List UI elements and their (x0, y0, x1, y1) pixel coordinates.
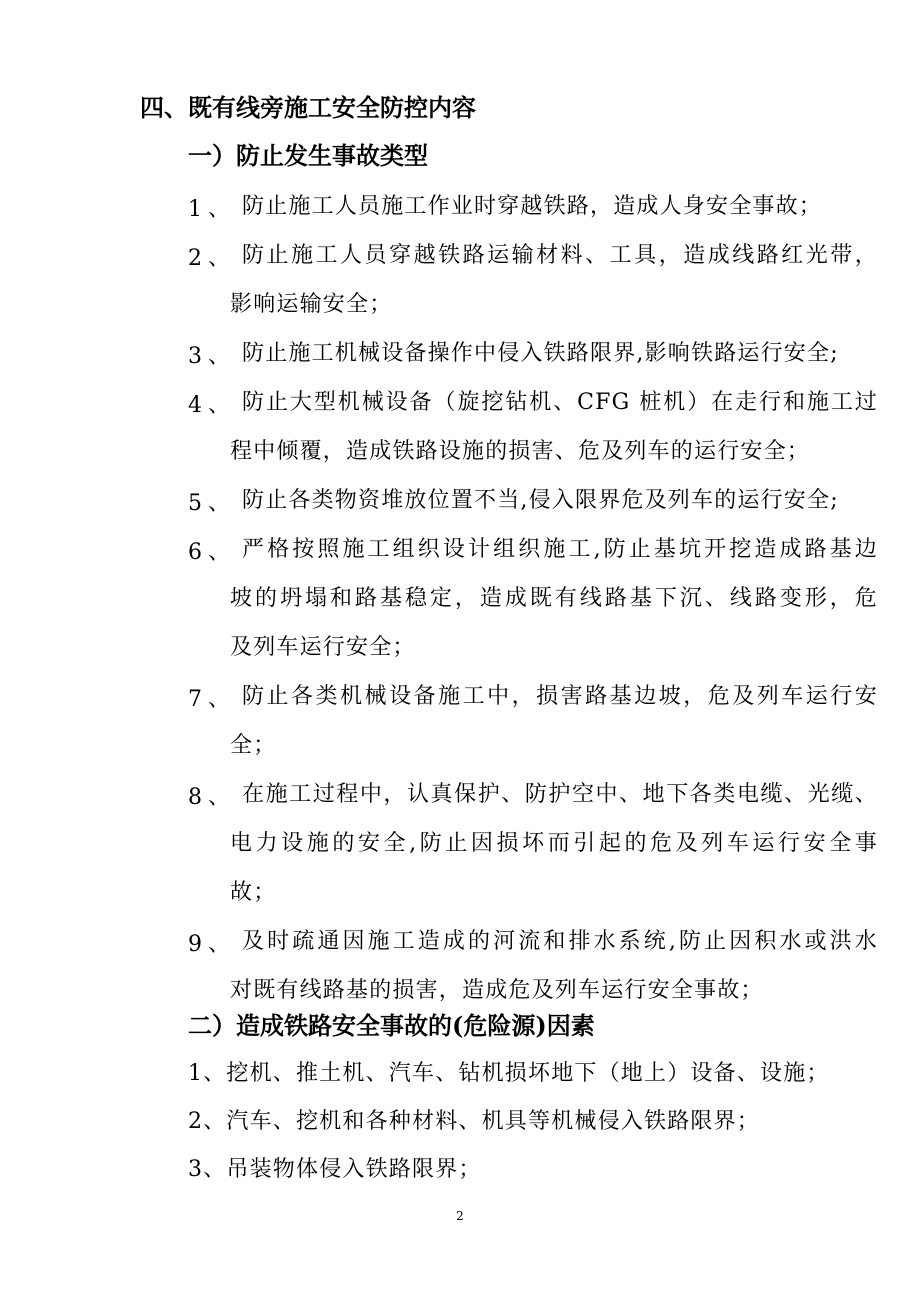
list-item-line: 严格按照施工组织设计组织施工,防止基坑开挖造成路基边 (242, 537, 878, 562)
list-item-text (230, 682, 878, 780)
list-item-number: 1、 (188, 197, 236, 222)
list-item-line: 影响运输安全； (230, 292, 393, 317)
section-heading: 四、既有线旁施工安全防控内容 (140, 93, 476, 122)
page-number: 2 (456, 1209, 464, 1223)
list-item-line: 对既有线路基的损害，造成危及列车运行安全事故； (230, 978, 764, 1003)
subsection-heading-hazard-factors: 二）造成铁路安全事故的(危险源)因素 (188, 1011, 595, 1040)
list-item-line: 坡的坍塌和路基稳定，造成既有线路基下沉、线路变形，危 (230, 586, 878, 611)
list-item-text (230, 241, 878, 339)
list-item-line: 防止施工人员穿越铁路运输材料、工具，造成线路红光带， (242, 243, 878, 268)
list-item-number: 3、 (188, 344, 236, 369)
list-item-line: 防止各类机械设备施工中，损害路基边坡，危及列车运行安 (242, 684, 878, 709)
list-item-line: 及时疏通因施工造成的河流和排水系统,防止因积水或洪水 (242, 929, 878, 954)
list-item-line: 防止施工机械设备操作中侵入铁路限界,影响铁路运行安全; (242, 341, 839, 366)
list-item-line: 防止大型机械设备（旋挖钻机、CFG 桩机）在走行和施工过 (242, 390, 878, 415)
list-item-text (230, 535, 878, 682)
list-item-text (230, 780, 878, 927)
list-item-text (230, 388, 878, 486)
list-item-line: 在施工过程中，认真保护、防护空中、地下各类电缆、光缆、 (242, 782, 878, 807)
list-item-number: 2、 (188, 246, 236, 271)
list-item-text (242, 192, 878, 241)
subsection-heading-accident-types: 一）防止发生事故类型 (188, 141, 428, 170)
list-item-line: 防止施工人员施工作业时穿越铁路，造成人身安全事故； (242, 194, 823, 219)
list-item-line: 防止各类物资堆放位置不当,侵入限界危及列车的运行安全; (242, 488, 839, 513)
list-item-number: 6、 (188, 540, 236, 565)
hazard-item-2: 2、汽车、挖机和各种材料、机具等机械侵入铁路限界； (188, 1109, 760, 1134)
list-item-text (242, 339, 878, 388)
list-item-line: 全； (230, 733, 277, 758)
list-item-line: 故； (230, 880, 277, 905)
list-item-number: 9、 (188, 932, 236, 957)
hazard-item-3: 3、吊装物体侵入铁路限界； (188, 1157, 482, 1182)
list-item-number: 5、 (188, 491, 236, 516)
list-item-number: 7、 (188, 687, 236, 712)
list-item-line: 程中倾覆，造成铁路设施的损害、危及列车的运行安全； (230, 439, 811, 464)
hazard-item-1: 1、挖机、推土机、汽车、钻机损坏地下（地上）设备、设施； (188, 1061, 830, 1086)
list-item-number: 4、 (188, 393, 236, 418)
list-item-text (242, 486, 878, 535)
list-item-line: 及列车运行安全； (230, 635, 416, 660)
list-item-line: 电力设施的安全,防止因损坏而引起的危及列车运行安全事 (230, 831, 878, 856)
list-item-number: 8、 (188, 785, 236, 810)
